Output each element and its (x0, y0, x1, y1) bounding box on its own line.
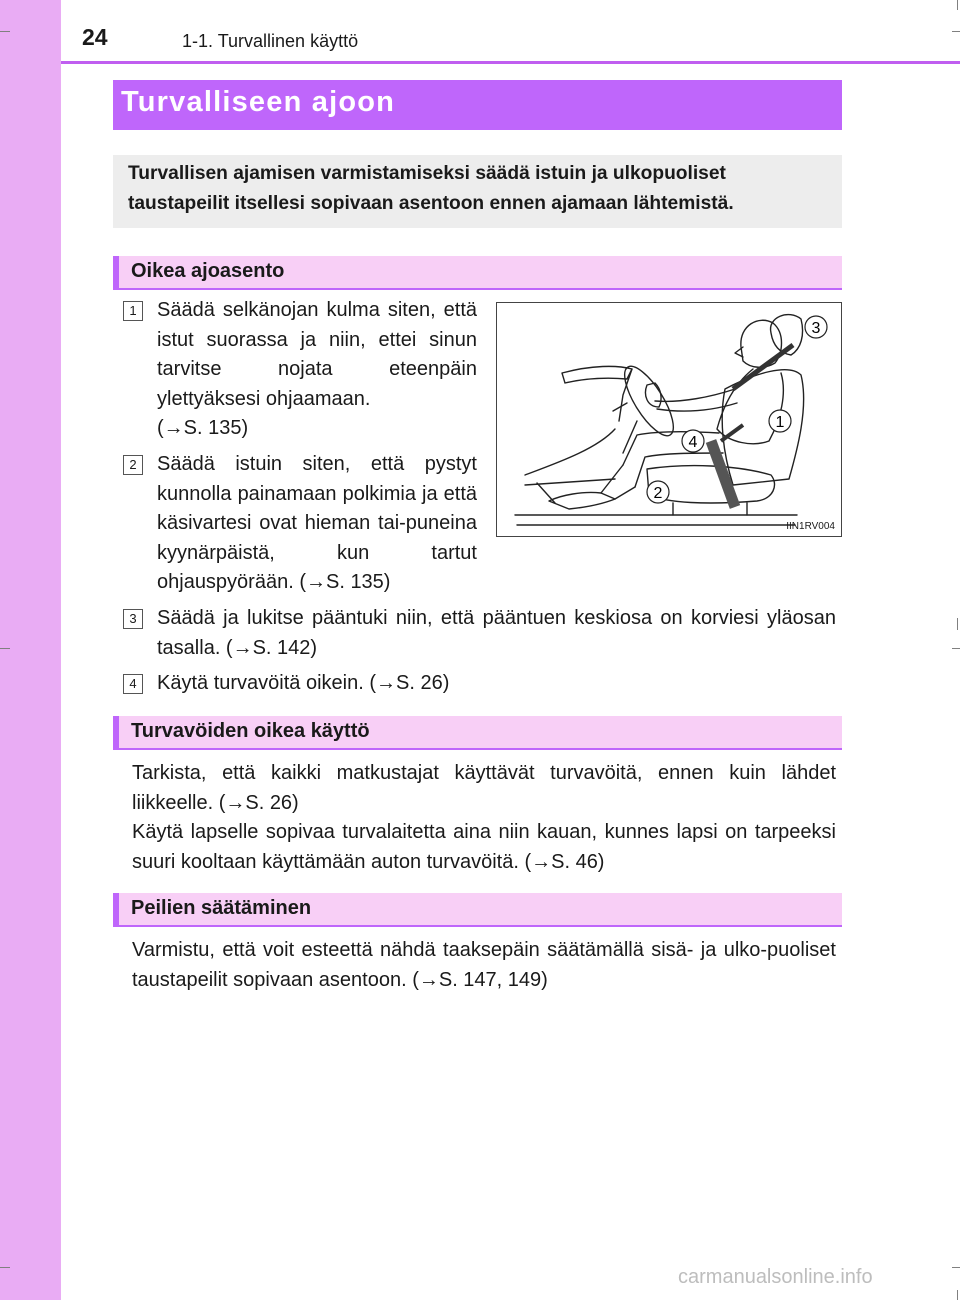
list-item-2 (129, 450, 477, 598)
page-title-bar (113, 80, 842, 130)
header-rule (61, 61, 960, 64)
page-number: 24 (82, 24, 108, 50)
svg-text:1: 1 (775, 414, 785, 431)
seatbelt-paragraphs (132, 759, 836, 877)
section-heading-text: Oikea ajoasento (131, 260, 285, 282)
list-item-1 (129, 296, 477, 444)
figure-code: IIN1RV004 (786, 521, 835, 532)
callout-1 (769, 410, 791, 432)
trim-mark (957, 1290, 958, 1300)
section-heading-text: Turvavöiden oikea käyttö (131, 720, 370, 742)
item-reference: (→S. 135) (157, 417, 249, 439)
callout-4 (682, 430, 704, 452)
list-item-4 (129, 669, 836, 699)
mirror-paragraph (132, 936, 836, 995)
trim-mark (957, 618, 958, 630)
trim-mark (957, 0, 958, 10)
svg-text:2: 2 (653, 485, 663, 502)
callout-2 (647, 481, 669, 503)
item-text: Säädä ja lukitse pääntuki niin, että pääntuen keskiosa on korviesi yläosan tasalla. (→S. 142) (157, 607, 836, 659)
paragraph: Käytä lapselle sopivaa turvalaitetta aina niin kauan, kunnes lapsi on tarpeeksi suuri kooltaan käyttämään auton turvavöitä. (→S. 46) (132, 821, 836, 873)
driver-seat-illustration (497, 303, 841, 536)
item-text: Käytä turvavöitä oikein. (→S. 26) (157, 672, 450, 694)
trim-mark (0, 648, 10, 649)
section-heading-mirrors (113, 893, 842, 927)
side-color-strip (0, 0, 61, 1300)
svg-text:4: 4 (688, 434, 698, 451)
page-title: Turvalliseen ajoon (121, 86, 396, 118)
section-heading-driving-position (113, 256, 842, 290)
driving-position-figure (496, 302, 842, 537)
list-item-3 (129, 604, 836, 663)
intro-text: Turvallisen ajamisen varmistamiseksi säädä istuin ja ulkopuoliset taustapeilit itsellesi sopivaan asentoon ennen ajamaan lähtemistä. (128, 163, 734, 214)
trim-mark (0, 31, 10, 32)
section-heading-text: Peilien säätäminen (131, 897, 312, 919)
trim-mark (952, 1267, 960, 1268)
item-text: Säädä selkänojan kulma siten, että istut suorassa ja niin, ettei sinun tarvitse nojata eteenpäin ylettyäksesi ohjaamaan. (157, 299, 477, 410)
callout-3 (805, 316, 827, 338)
section-heading-seatbelts (113, 716, 842, 750)
item-number-badge: 1 (123, 301, 143, 321)
trim-mark (952, 648, 960, 649)
item-text: Säädä istuin siten, että pystyt kunnolla painamaan polkimia ja että käsivartesi ovat hieman tai-puneina kyynärpäistä, kun tartut ohjauspyörään. (→S. 135) (157, 453, 477, 593)
paragraph: Tarkista, että kaikki matkustajat käyttävät turvavöitä, ennen kuin lähdet liikkeelle. (→S. 26) (132, 762, 836, 814)
running-head: 1-1. Turvallinen käyttö (182, 31, 359, 51)
watermark: carmanualsonline.info (678, 1266, 873, 1288)
intro-box (113, 155, 842, 228)
item-number-badge: 4 (123, 674, 143, 694)
svg-text:3: 3 (811, 320, 821, 337)
trim-mark (952, 31, 960, 32)
trim-mark (0, 1267, 10, 1268)
item-number-badge: 2 (123, 455, 143, 475)
paragraph: Varmistu, että voit esteettä nähdä taaksepäin säätämällä sisä- ja ulko-puoliset taustapeilit sopivaan asentoon. (→S. 147, 149) (132, 939, 836, 991)
item-number-badge: 3 (123, 609, 143, 629)
